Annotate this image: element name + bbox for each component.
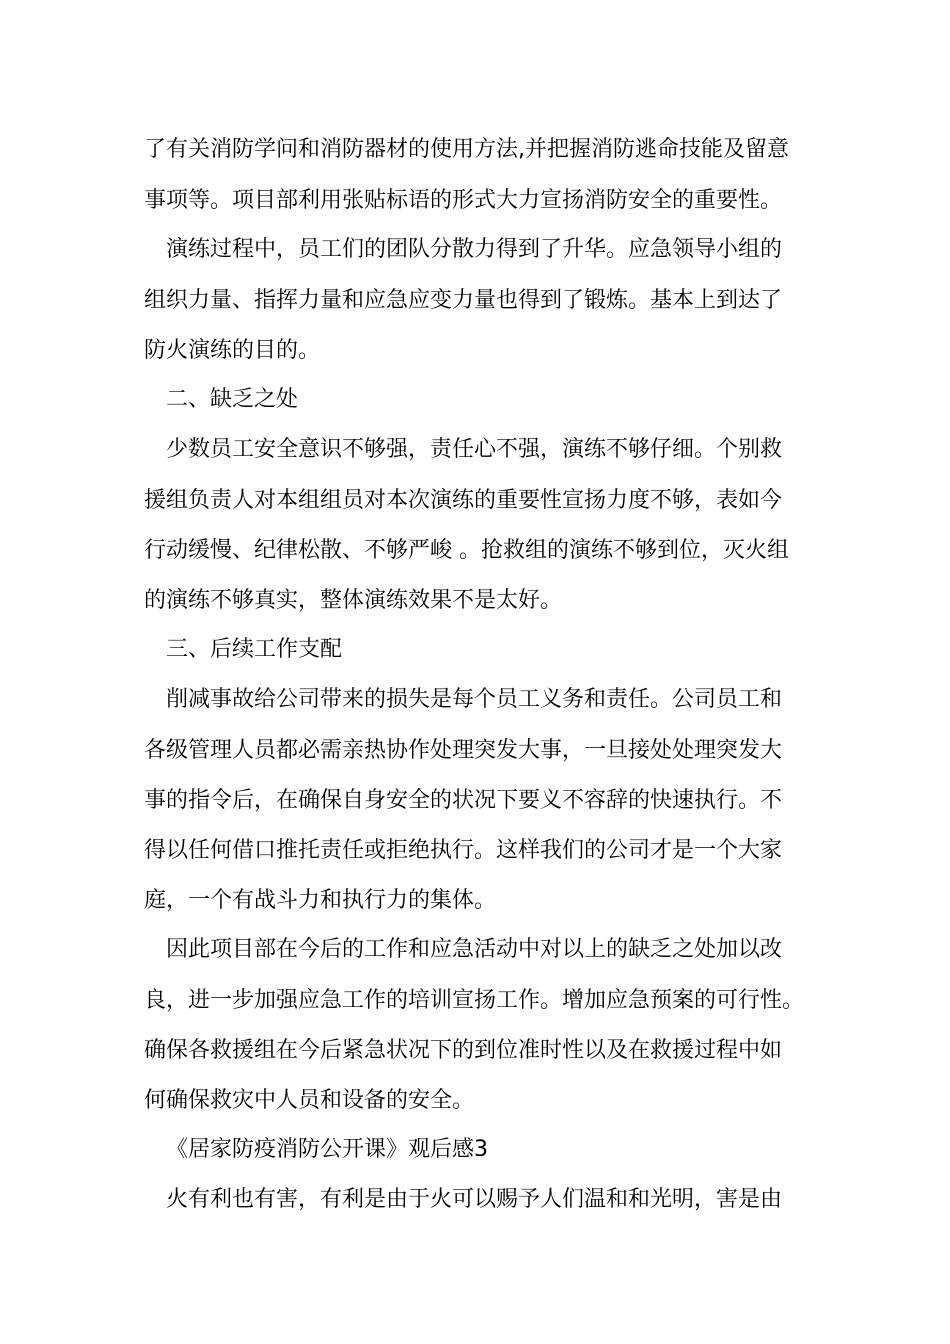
section-heading: 二、缺乏之处 [166, 387, 299, 412]
text-line: 援组负责人对本组组员对本次演练的重要性宣扬力度不够，表如今 [144, 488, 783, 513]
text-line: 事的指令后，在确保自身安全的状况下要义不容辞的快速执行。不 [144, 788, 783, 813]
paragraph-line: 演练过程中，员工们的团队分散力得到了升华。应急领导小组的 [166, 237, 783, 262]
text-line: 良，进一步加强应急工作的培训宣扬工作。增加应急预案的可行性。 [144, 988, 805, 1013]
text-line: 行动缓慢、纪律松散、不够严峻 。抢救组的演练不够到位，灭火组 [144, 538, 789, 563]
text-line: 事项等。项目部利用张贴标语的形式大力宣扬消防安全的重要性。 [144, 188, 783, 213]
text-line: 何确保救灾中人员和设备的安全。 [144, 1088, 475, 1113]
text-line: 各级管理人员都必需亲热协作处理突发大事，一旦接处处理突发大 [144, 738, 783, 763]
paragraph-line: 因此项目部在今后的工作和应急活动中对以上的缺乏之处加以改 [166, 937, 783, 962]
paragraph-line: 少数员工安全意识不够强，责任心不强，演练不够仔细。个别救 [166, 437, 783, 462]
section-heading: 三、后续工作支配 [166, 637, 343, 662]
text-line: 得以任何借口推托责任或拒绝执行。这样我们的公司才是一个大家 [144, 838, 783, 863]
text-line: 的演练不够真实，整体演练效果不是太好。 [144, 588, 563, 613]
text-line: 防火演练的目的。 [144, 338, 321, 363]
text-line: 了有关消防学问和消防器材的使用方法,并把握消防逃命技能及留意 [144, 137, 789, 162]
text-line: 庭，一个有战斗力和执行力的集体。 [144, 888, 497, 913]
text-line: 确保各救援组在今后紧急状况下的到位准时性以及在救援过程中如 [144, 1038, 783, 1063]
text-line: 组织力量、指挥力量和应急应变力量也得到了锻炼。基本上到达了 [144, 288, 783, 313]
paragraph-line: 火有利也有害，有利是由于火可以赐予人们温和和光明，害是由 [166, 1187, 783, 1212]
paragraph-line: 削减事故给公司带来的损失是每个员工义务和责任。公司员工和 [166, 687, 783, 712]
article-title: 《居家防疫消防公开课》观后感3 [166, 1137, 488, 1162]
